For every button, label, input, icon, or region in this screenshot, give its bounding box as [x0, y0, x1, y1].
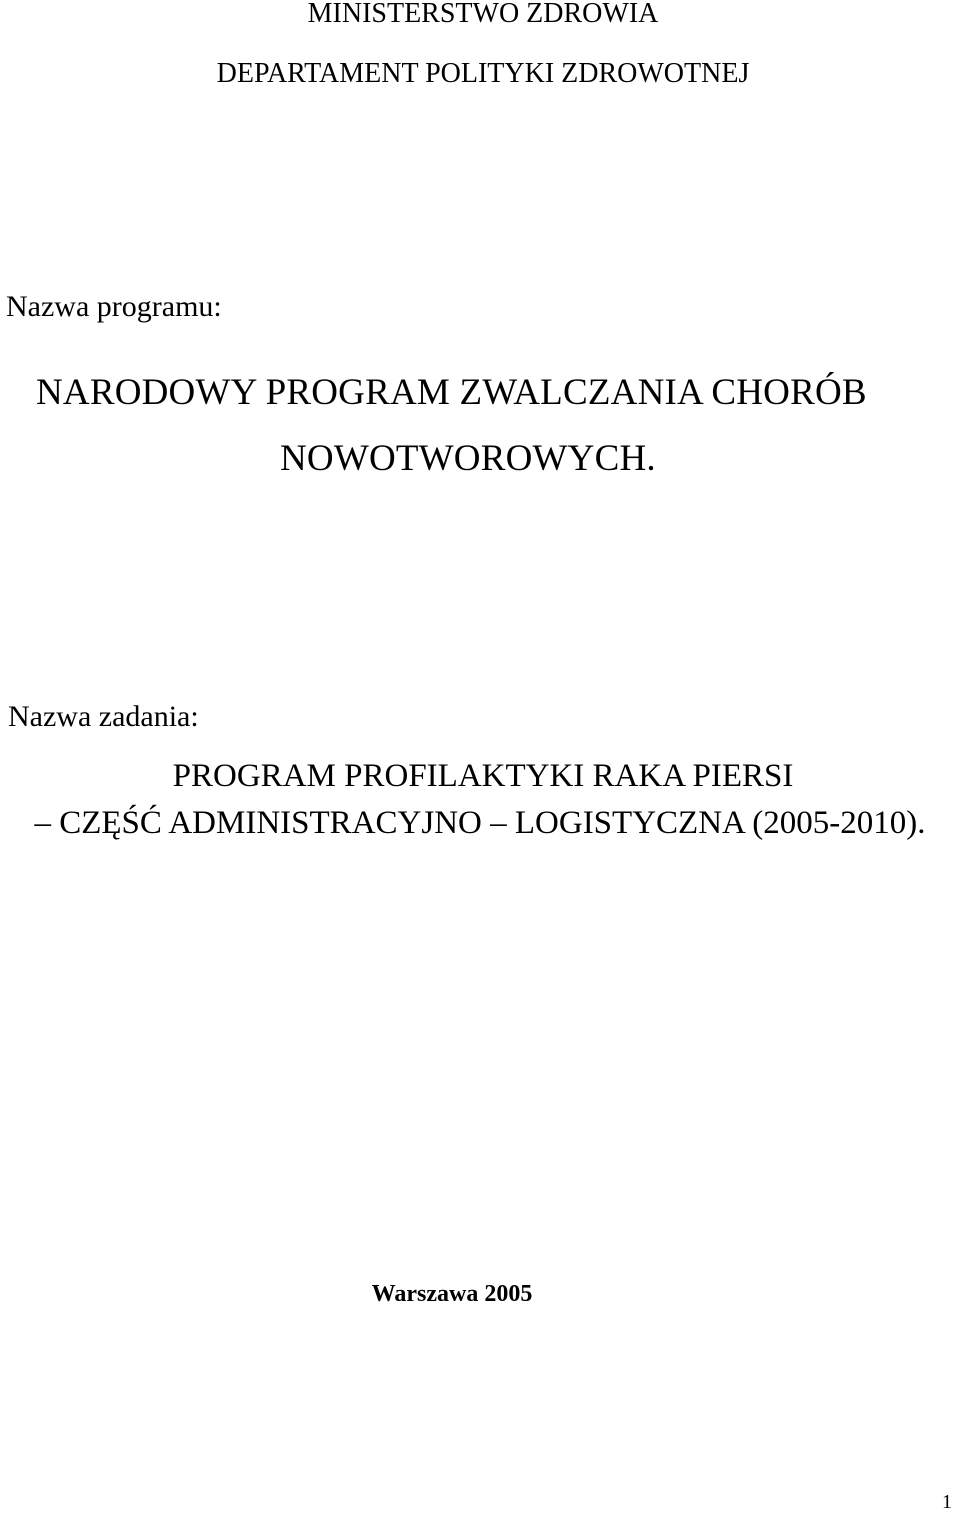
program-name-line-1: NARODOWY PROGRAM ZWALCZANIA CHORÓB [36, 372, 867, 413]
program-label: Nazwa programu: [6, 290, 222, 323]
task-name-line-2: – CZĘŚĆ ADMINISTRACYJNO – LOGISTYCZNA (2005-2010). [34, 805, 926, 841]
place-and-date: Warszawa 2005 [371, 1281, 533, 1307]
task-name-line-1: PROGRAM PROFILAKTYKI RAKA PIERSI [172, 758, 794, 794]
page-number: 1 [942, 1491, 952, 1513]
task-label: Nazwa zadania: [8, 700, 199, 733]
department-name: DEPARTAMENT POLITYKI ZDROWOTNEJ [216, 58, 750, 89]
program-name-line-2: NOWOTWOROWYCH. [280, 438, 656, 479]
ministry-name: MINISTERSTWO ZDROWIA [307, 0, 659, 29]
